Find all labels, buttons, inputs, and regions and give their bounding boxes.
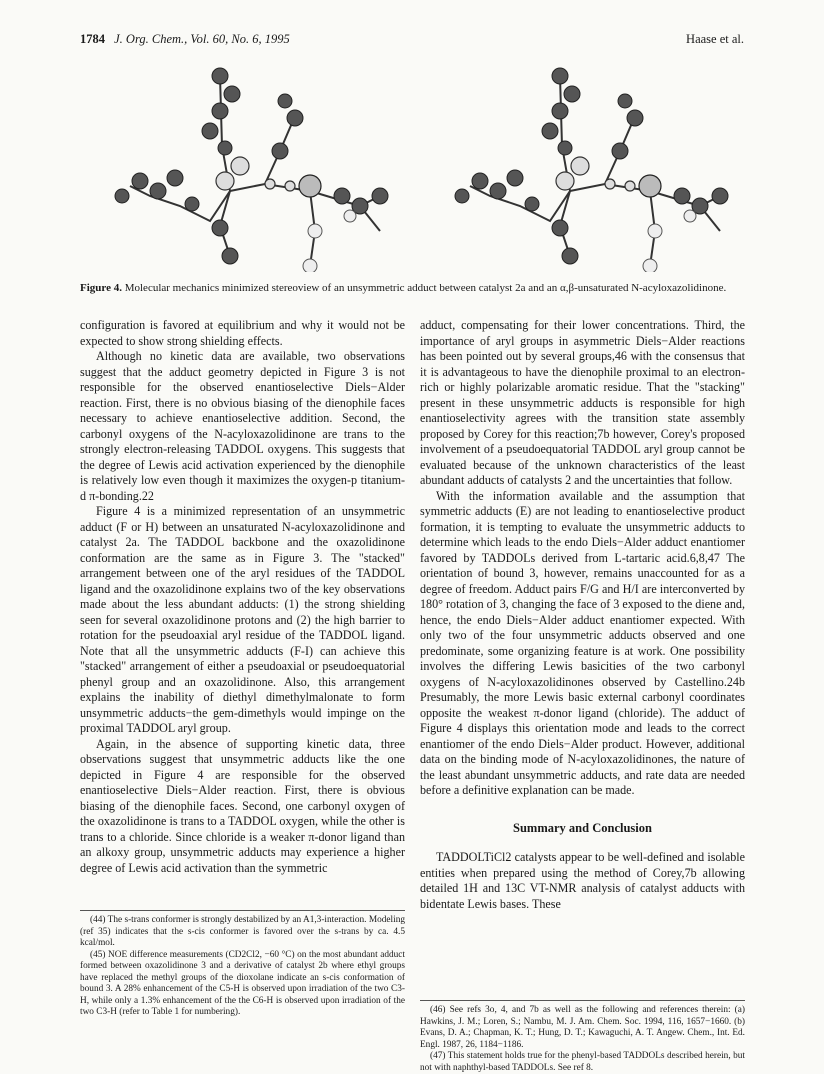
footnotes-right (420, 1000, 745, 1074)
footnote: (47) This statement holds true for the phenyl-based TADDOLs described herein, but not with naphthyl-based TADDOLs. See ref 8. (420, 1051, 745, 1073)
molecule-stereo-image (80, 56, 744, 272)
footnote: (46) See refs 3o, 4, and 7b as well as the following and references therein: (a) Hawkins, J. M.; Loren, S.; Nambu, M. J. Am. Chem. Soc. 1994, 116, 1657−1660. (b) Evans, D. A.; Chapman, K. T.; Hung, D. T.; Kawaguchi, A. T. Angew. Chem., Int. Ed. Engl. 1987, 26, 1184−1186. (420, 1005, 745, 1050)
paragraph: configuration is favored at equilibrium and why it would not be expected to show strong shielding effects. (80, 318, 405, 348)
paragraph: Although no kinetic data are available, two observations suggest that the adduct geometry depicted in Figure 3 is not responsible for the observed enantioselective Diels−Alder reaction. First, there is no obvious biasing of the dienophile faces necessary to achieve enantioselective addition. Second, the carbonyl oxygens of the N-acyloxazolidinone are trans to the strongly electron-releasing TADDOL oxygens. This suggests that the degree of Lewis acid activation experienced by the dienophile is relatively low even though it maximizes the oxygen-p titanium-d π-bonding.22 (80, 349, 405, 503)
paragraph: Figure 4 is a minimized representation of an unsymmetric adduct (F or H) between an unsaturated N-acyloxazolidinone and catalyst 2a. The TADDOL backbone and the oxazolidinone conformation are the same as in Figure 3. The "stacked" arrangement between one of the aryl residues of the TADDOL ligand and the oxazolidinone explains two of the key observations made about the less abundant adducts: (1) the strong shielding seen for several oxazolidinone protons and (2) the high barrier to rotation for the pseudoaxial aryl residue of the TADDOL ligand. Note that all the unsymmetric adducts (F-I) can achieve this "stacked" arrangement of either a pseudoaxial or pseudoequatorial phenyl group and an oxazolidinone. Also, this arrangement explains the inability of diethyl dimethylmalonate to form unsymmetric adducts−the gem-dimethyls would impinge on the proximal TADDOL aryl group. (80, 504, 405, 735)
paragraph: TADDOLTiCl2 catalysts appear to be well-defined and isolable entities when prepared using the method of Corey,7b allowing detailed 1H and 13C VT-NMR analysis of catalyst adducts with bidentate Lewis bases. These (420, 850, 745, 911)
figure-4-stereoview (80, 56, 744, 272)
paragraph: adduct, compensating for their lower concentrations. Third, the importance of aryl groups in asymmetric Diels−Alder reactions has been pointed out by several groups,46 with the consensus that it is advantageous to have the dienophile proximal to an electron-rich or highly polarizable aromatic residue. That the "stacking" present in these unsymmetric adducts is responsible for high enantioselectivity agrees with the transition state assembly proposed by Corey for this reaction;7b however, Corey's proposed involvement of a pseudoequatorial TADDOL aryl group cannot be evaluated because of the unknown characteristics of the least abundant adducts of catalysts 2 and the uncertainties that follow. (420, 318, 745, 487)
footnote: (44) The s-trans conformer is strongly destabilized by an A1,3-interaction. Modeling (ref 35) indicates that the s-cis conformer is favored over the s-trans by ca. 4.5 kcal/mol. (80, 915, 405, 948)
page-header (80, 32, 744, 47)
footnote: (45) NOE difference measurements (CD2Cl2, −60 °C) on the most abundant adduct formed between oxazolidinone 3 and a derivative of catalyst 2b where ethyl groups have replaced the methyl groups of the dioxolane indicate an s-cis conformation of bound 3. A 28% enhancement of the C5-H is observed upon irradiation of the two C3-H, while only a 1.3% enhancement of the the C6-H is observed upon irradiation of the two C3-H (refer to Table 1 for numbering). (80, 949, 405, 1017)
running-authors: Haase et al. (686, 32, 744, 46)
left-column (80, 318, 405, 876)
page-number: 1784 (80, 32, 105, 46)
paragraph: With the information available and the assumption that symmetric adducts (E) are not leading to enantioselective product formation, it is tempting to evaluate the unsymmetric adducts to determine which leads to the endo Diels−Alder adduct enantiomer favored by TADDOLs derived from L-tartaric acid.6,8,47 The orientation of bound 3, however, remains unaccounted for as a degree of freedom. Adduct pairs F/G and H/I are interconverted by 180° rotation of 3, changing the face of 3 exposed to the diene and, hence, the endo Diels−Alder adduct enantiomer expected. With only two of the four unsymmetric adducts observed and one predominate, some organizing feature is at work. One possibility involves the differing Lewis basicities of the two carbonyl oxygens of N-acyloxazolidinones observed by Castellino.24b Presumably, the more Lewis basic external carbonyl coordinates opposite the weakest π-donor ligand (chloride). The adduct of Figure 4 displays this orientation mode and leads to the correct enantiomer of the endo Diels−Alder product. However, additional data on the binding mode of N-acyloxazolidinones, the nature of the least abundant unsymmetric adducts, and rate data are needed before a definitive explanation can be made. (420, 488, 745, 797)
caption-label: Figure 4. (80, 282, 122, 294)
footnotes-left (80, 910, 405, 1019)
paragraph: Again, in the absence of supporting kinetic data, three observations suggest that unsymmetric adducts like the one depicted in Figure 4 are responsible for the observed enantioselective Diels−Alder reaction. First, there is obvious biasing of the dienophile faces. Second, one carbonyl oxygen of the oxazolidinone is trans to a TADDOL oxygen, while the other is trans to a chloride. Since chloride is a weaker π-donor ligand than an alkoxy group, unsymmetric adducts may experience a higher degree of Lewis acid activation than the symmetric (80, 736, 405, 875)
figure-caption (80, 281, 744, 295)
section-heading: Summary and Conclusion (513, 820, 652, 835)
caption-text: Molecular mechanics minimized stereoview of an unsymmetric adduct between catalyst 2a and an α,β-unsaturated N-acyloxazolidinone. (124, 282, 727, 294)
journal-citation: J. Org. Chem., Vol. 60, No. 6, 1995 (114, 32, 290, 46)
right-column (420, 318, 745, 912)
